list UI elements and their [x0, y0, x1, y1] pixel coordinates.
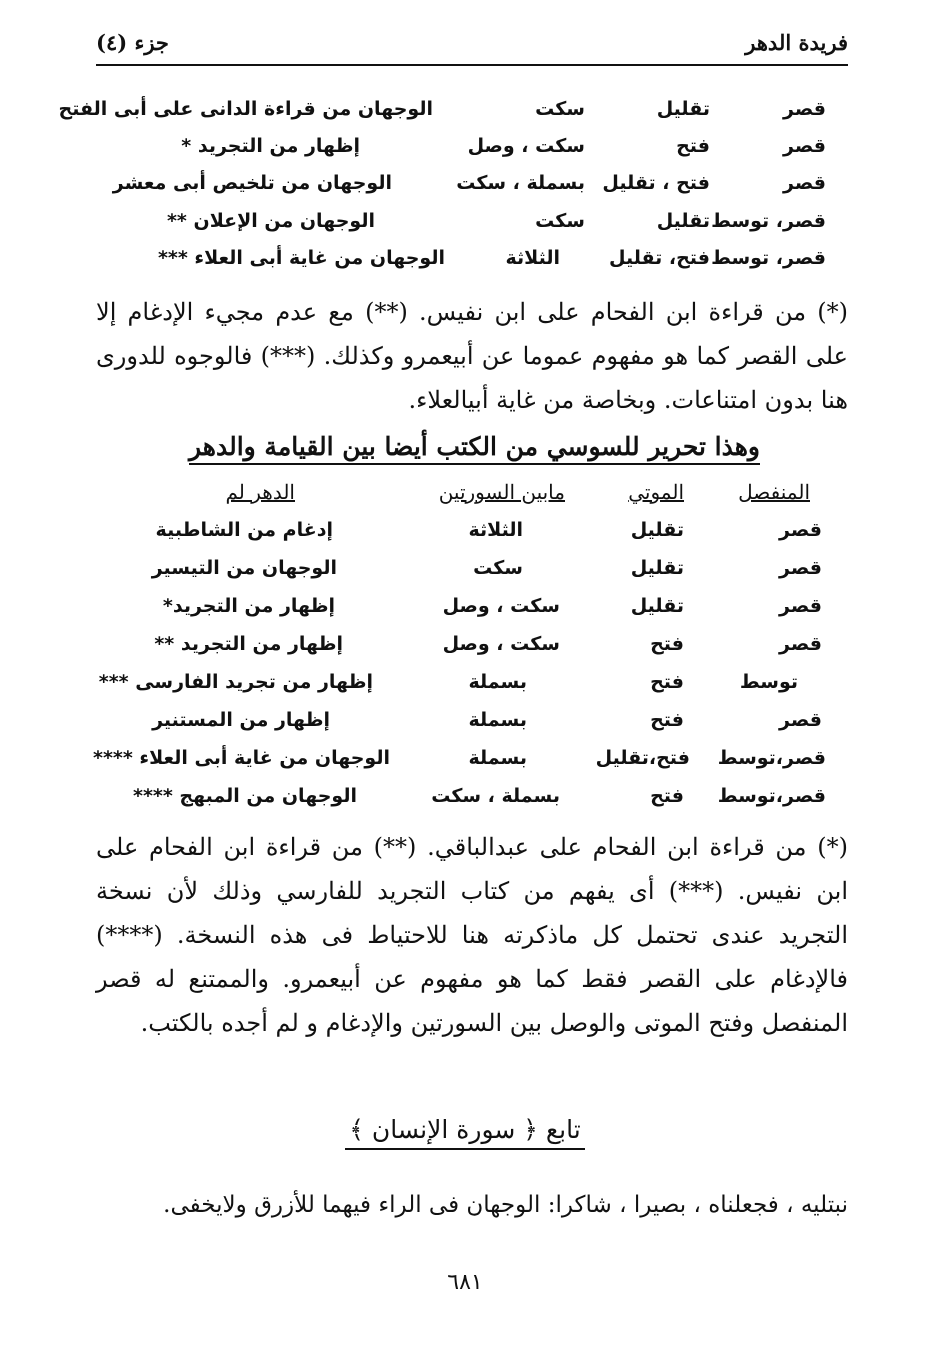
table-cell: سكت [473, 557, 523, 579]
table-cell: بسملة ، سكت [431, 785, 560, 807]
table-cell: الثلاثة [468, 519, 523, 541]
column-header: الدهر لم [225, 480, 295, 504]
table-cell: الوجهان من تلخيص أبى معشر [112, 172, 392, 194]
table-cell: سكت [535, 210, 585, 232]
table-cell: قصر [779, 633, 822, 655]
table-cell: فتح، تقليل [608, 247, 710, 269]
column-header: مابين السورتين [438, 480, 565, 504]
table-cell: إظهار من التجريد* [162, 595, 335, 617]
table-cell: فتح [650, 785, 684, 807]
table-cell: فتح [650, 633, 684, 655]
table-cell: الوجهان من المبهج **** [133, 785, 357, 807]
table-cell: فتح ، تقليل [602, 172, 710, 194]
table-row [0, 595, 930, 631]
table-cell: الوجهان من قراءة الدانى على أبى الفتح [58, 98, 433, 120]
column-header: المنفصل [738, 480, 810, 504]
table-cell: تقليل [630, 595, 684, 617]
table-cell: بسملة [468, 709, 527, 731]
table-row [0, 519, 930, 555]
table-row [0, 747, 930, 783]
table-cell: قصر،توسط [717, 747, 826, 769]
table-cell: قصر،توسط [717, 785, 826, 807]
table-cell: قصر [783, 135, 826, 157]
table-cell: قصر، توسط [711, 247, 826, 269]
footnote-2: (*) من قراءة ابن الفحام على عبدالباقي. (**) من قراءة ابن الفحام على ابن نفيس. (***) أى يفهم من كتاب التجريد للفارسي وذلك لأن نسخة التجريد عندى تحتمل كل ماذكرته هنا للاحتياط فى هذه النسخة. (****) فالإدغام على القصر فقط كما هو مفهوم عن أبيعمرو. والممتنع له قصر المنفصل وفتح الموتى والوصل بين السورتين والإدغام و لم أجده بالكتب. [96, 833, 848, 1037]
table-row [0, 785, 930, 821]
running-header [96, 28, 848, 66]
table-cell: إظهار من التجريد * [181, 135, 360, 157]
table-row [0, 172, 930, 208]
table-row [0, 98, 930, 134]
table-cell: فتح،تقليل [595, 747, 690, 769]
table-cell: الوجهان من الإعلان ** [166, 210, 375, 232]
table-cell: بسملة [468, 671, 527, 693]
table-row [0, 557, 930, 593]
table-cell: قصر [779, 557, 822, 579]
table-cell: سكت ، وصل [442, 595, 560, 617]
table-cell: قصر [783, 172, 826, 194]
table-cell: فتح [676, 135, 710, 157]
table-cell: الوجهان من غاية أبى العلاء **** [93, 747, 390, 769]
section-title: وهذا تحرير للسوسي من الكتب أيضا بين القيامة والدهر [189, 432, 760, 465]
table-cell: الثلاثة [505, 247, 560, 269]
table-cell: قصر [779, 519, 822, 541]
table-row [0, 709, 930, 745]
table-cell: سكت ، وصل [442, 633, 560, 655]
footnote-1: (*) من قراءة ابن الفحام على ابن نفيس. (**) مع عدم مجيء الإدغام إلا على القصر كما هو مفهوم عموما عن أبيعمرو وكذلك. (***) فالوجوه للدورى هنا بدون امتناعات. وبخاصة من غاية أبيالعلاء. [96, 298, 848, 414]
surah-heading [0, 1115, 930, 1144]
table-cell: بسملة [468, 747, 527, 769]
table-cell: سكت ، وصل [467, 135, 585, 157]
table-row [0, 210, 930, 246]
column-header: الموتي [628, 480, 684, 504]
part-label: جزء (٤) [96, 30, 169, 55]
page-number: ٦٨١ [447, 1270, 483, 1295]
table-cell: إظهار من التجريد ** [154, 633, 343, 655]
table-cell: الوجهان من التيسير [151, 557, 337, 579]
surah-heading-text: تابع ﴿ سورة الإنسان ﴾ [345, 1115, 584, 1150]
table-header-row [0, 480, 930, 516]
table-row [0, 671, 930, 707]
table-cell: الوجهان من غاية أبى العلاء *** [157, 247, 445, 269]
table-cell: إظهار من تجريد الفارسى *** [98, 671, 373, 693]
table-cell: تقليل [630, 519, 684, 541]
table-cell: سكت [535, 98, 585, 120]
table-cell: قصر، توسط [711, 210, 826, 232]
table-row [0, 633, 930, 669]
table-cell: إظهار من المستنير [152, 709, 330, 731]
surah-commentary: نبتليه ، فجعلناه ، بصيرا ، شاكرا: الوجهان فى الراء فيهما للأزرق ولايخفى. [163, 1192, 848, 1218]
table-row [0, 135, 930, 171]
table-cell: توسط [739, 671, 798, 693]
table-cell: قصر [783, 98, 826, 120]
table-cell: قصر [779, 595, 822, 617]
table-cell: تقليل [630, 557, 684, 579]
table-cell: بسملة ، سكت [456, 172, 585, 194]
table-cell: تقليل [656, 210, 710, 232]
table-cell: إدغام من الشاطبية [155, 519, 333, 541]
table-row [0, 247, 930, 283]
table-cell: فتح [650, 671, 684, 693]
table-cell: قصر [779, 709, 822, 731]
book-title: فريدة الدهر [745, 30, 848, 55]
table-cell: تقليل [656, 98, 710, 120]
table-cell: فتح [650, 709, 684, 731]
